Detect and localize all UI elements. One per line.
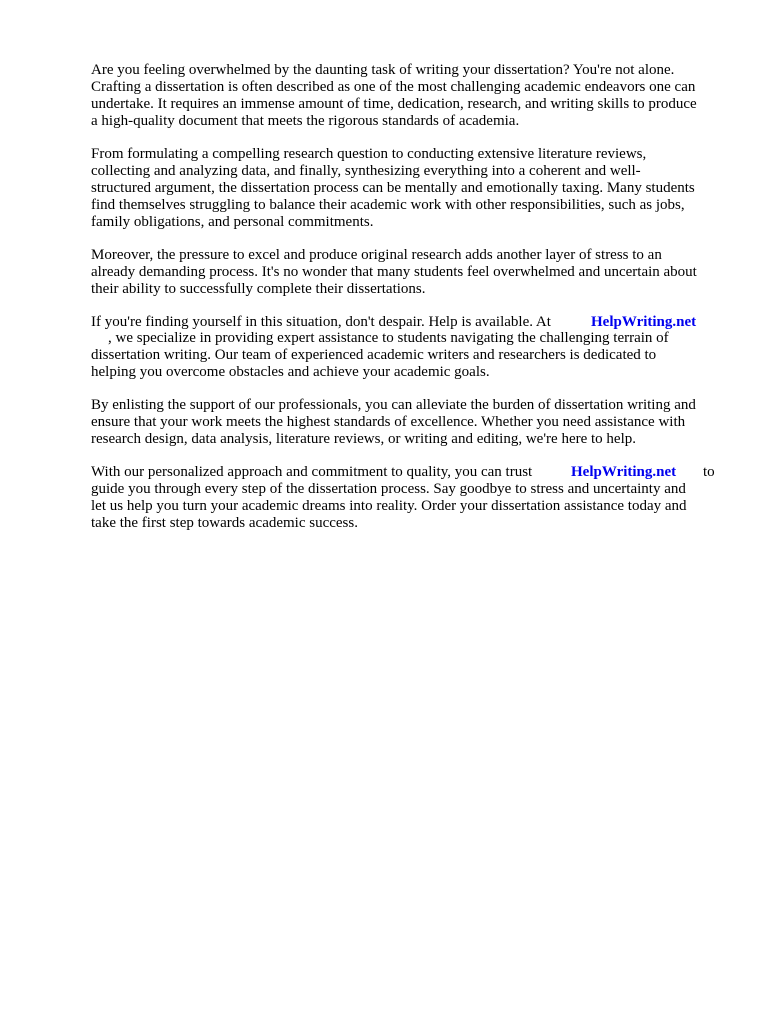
paragraph-4-line-1: If you're finding yourself in this situation, don't despair. Help is available. At [91,314,551,330]
paragraph-2-line-2: collecting and analyzing data, and finally, synthesizing everything into a coherent and well- [91,163,641,179]
paragraph-2-line-4: find themselves struggling to balance their academic work with other responsibilities, such as jobs, [91,197,685,213]
paragraph-5-line-1: By enlisting the support of our professionals, you can alleviate the burden of dissertation writing and [91,397,696,413]
paragraph-1-line-3: undertake. It requires an immense amount of time, dedication, research, and writing skills to produce [91,96,697,112]
helpwriting-link-2[interactable]: HelpWriting.net [571,464,677,480]
paragraph-3-line-2: already demanding process. It's no wonder that many students feel overwhelmed and uncertain about [91,264,697,280]
paragraph-1-line-1: Are you feeling overwhelmed by the daunting task of writing your dissertation? You're not alone. [91,62,675,78]
paragraph-6-line-1-end: to [703,464,715,480]
paragraph-3-line-1: Moreover, the pressure to excel and produce original research adds another layer of stress to an [91,247,662,263]
paragraph-4-line-4: helping you overcome obstacles and achieve your academic goals. [91,364,490,380]
paragraph-4-line-2: , we specialize in providing expert assistance to students navigating the challenging terrain of [108,330,669,346]
paragraph-5-line-3: research design, data analysis, literature reviews, or writing and editing, we're here to help. [91,431,637,447]
paragraph-6-line-1: With our personalized approach and commitment to quality, you can trust [91,464,533,480]
paragraph-6-line-4: take the first step towards academic success. [91,515,358,531]
paragraph-5-line-2: ensure that your work meets the highest standards of excellence. Whether you need assistance with [91,414,686,430]
helpwriting-link-1[interactable]: HelpWriting.net [591,314,697,330]
paragraph-6-line-2: guide you through every step of the dissertation process. Say goodbye to stress and uncertainty and [91,481,686,497]
paragraph-4-line-3: dissertation writing. Our team of experienced academic writers and researchers is dedicated to [91,347,657,363]
paragraph-1-line-4: a high-quality document that meets the rigorous standards of academia. [91,113,520,129]
paragraph-1-line-2: Crafting a dissertation is often described as one of the most challenging academic endeavors one can [91,79,696,95]
paragraph-2-line-3: structured argument, the dissertation process can be mentally and emotionally taxing. Many students [91,180,695,196]
paragraph-6-line-3: let us help you turn your academic dreams into reality. Order your dissertation assistance today and [91,498,687,514]
paragraph-3-line-3: their ability to successfully complete their dissertations. [91,281,426,297]
paragraph-2-line-1: From formulating a compelling research question to conducting extensive literature reviews, [91,146,647,162]
paragraph-2-line-5: family obligations, and personal commitments. [91,214,374,230]
